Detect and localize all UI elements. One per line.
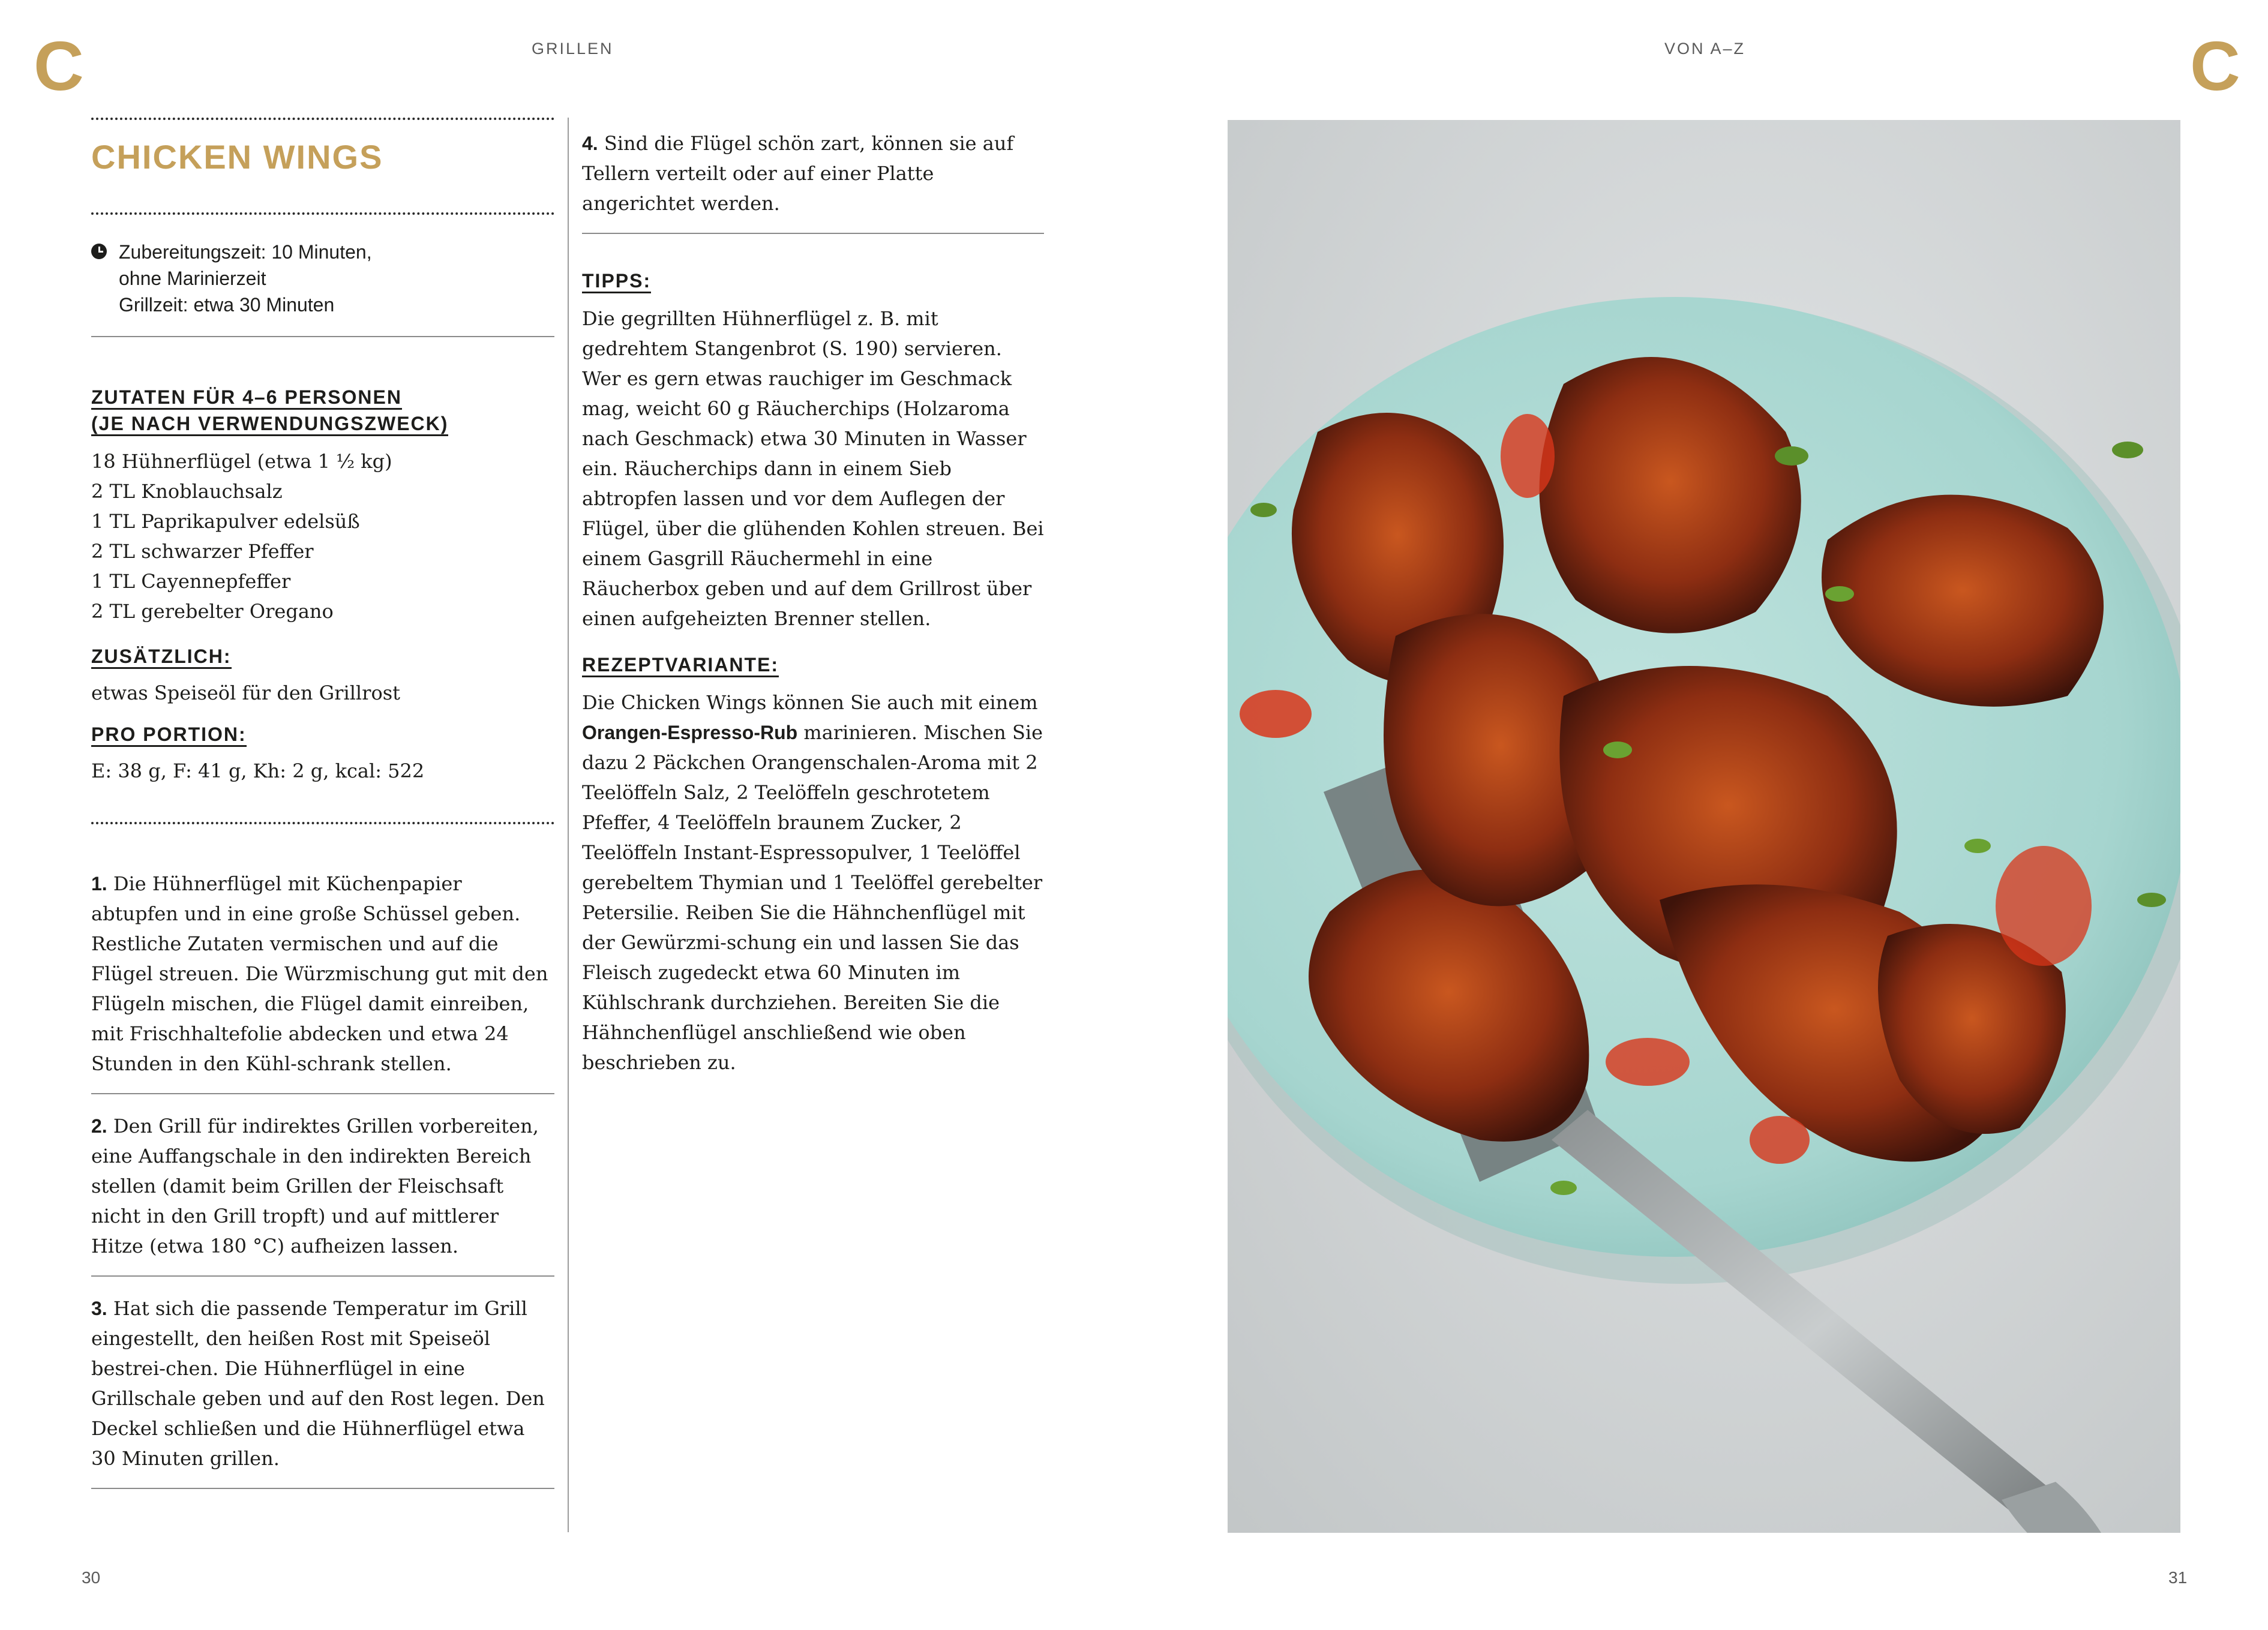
tips-text: Die gegrillten Hühnerflügel z. B. mit gedrehtem Stangenbrot (S. 190) servieren. Wer es gern etwas rauchiger im Geschmack mag, weicht 60 g Räucherchips (Holzaroma nach Geschmack) etwa 30 Minuten in Wasser ein. Räucherchips dann in einem Sieb abtropfen lassen und vor dem Auflegen der Flügel, über die glühenden Kohlen streuen. Bei einem Gasgrill Räuchermehl in eine Räucherbox geben und auf dem Grillrost über einen aufgeheizten Brenner stellen. (582, 307, 1044, 630)
ingredients-heading: ZUTATEN FÜR 4–6 PERSONEN (JE NACH VERWENDUNGSZWECK) (91, 384, 554, 437)
ingredient-item: 2 TL Knoblauchsalz (91, 480, 283, 503)
ingredient-list (91, 446, 554, 626)
variant-text: Die Chicken Wings können Sie auch mit einem Orangen-Espresso-Rub marinieren. Mischen Sie dazu 2 Päckchen Orangenschalen-Aroma mit 2 Teelöffeln Salz, 2 Teelöffeln geschrotetem Pfeffer, 4 Teelöffeln braunem Zucker, 2 Teelöffeln Instant-Espressopulver, 1 Teelöffel gerebeltem Thymian und 1 Teelöffel gerebelter Petersilie. Reiben Sie die Hähnchenflügel mit der Gewürzmi-schung ein und lassen Sie das Fleisch zugedeckt etwa 60 Minuten im Kühlschrank durchziehen. Bereiten Sie die Hähnchenflügel anschließend wie oben beschrieben zu. (582, 691, 1043, 1074)
running-head-left: GRILLEN (532, 40, 614, 58)
ingredient-item: 1 TL Cayennepfeffer (91, 570, 291, 593)
ingredient-item: 18 Hühnerflügel (etwa 1 ½ kg) (91, 450, 392, 473)
ingredient-item: 2 TL gerebelter Oregano (91, 600, 334, 623)
clock-icon (91, 244, 107, 259)
marinate-note: ohne Marinierzeit (119, 268, 266, 289)
tips-heading: TIPPS: (582, 268, 1044, 294)
variant-heading: REZEPTVARIANTE: (582, 652, 1044, 678)
step-4: 4. Sind die Flügel schön zart, können sie auf Tellern verteilt oder auf einer Platte angerichtet werden. (582, 132, 1014, 215)
step-2: 2. Den Grill für indirektes Grillen vorbereiten, eine Auffangschale in den indirekten Bereich stellen (damit beim Grillen der Fleischsaft nicht in den Grill tropft) und auf mittlerer Hitze (etwa 180 °C) aufheizen lassen. (91, 1115, 539, 1257)
portion-heading: PRO PORTION: (91, 721, 554, 748)
page-number-right: 31 (2168, 1568, 2188, 1587)
solid-divider (91, 1488, 554, 1489)
step-1: 1. Die Hühnerflügel mit Küchenpapier abtupfen und in eine große Schüssel geben. Restliche Zutaten vermischen und auf die Flügel streuen. Die Würzmischung gut mit den Flügeln mischen, die Flügel damit einreiben, mit Frischhaltefolie abdecken und etwa 24 Stunden in den Kühl-schrank stellen. (91, 872, 548, 1075)
column-rule (568, 118, 569, 1532)
portion-text: E: 38 g, F: 41 g, Kh: 2 g, kcal: 522 (91, 760, 425, 782)
additional-heading: ZUSÄTZLICH: (91, 643, 554, 670)
recipe-middle-column (582, 118, 1044, 1077)
chicken-wings-plate-photo (1228, 120, 2180, 1533)
solid-divider (91, 336, 554, 337)
grill-time: Grillzeit: etwa 30 Minuten (119, 294, 335, 316)
running-head-right: VON A–Z (1664, 40, 1746, 58)
recipe-title: CHICKEN WINGS (91, 138, 383, 176)
rub-name: Orangen-Espresso-Rub (582, 722, 798, 743)
time-info (91, 239, 554, 318)
ingredient-item: 2 TL schwarzer Pfeffer (91, 540, 314, 563)
chapter-letter-right: C (2190, 27, 2240, 105)
step-3: 3. Hat sich die passende Temperatur im Grill eingestellt, den heißen Rost mit Speiseöl bestrei-chen. Die Hühnerflügel in eine Grillschale geben und auf den Rost legen. Den Deckel schließen und die Hühnerflügel etwa 30 Minuten grillen. (91, 1297, 545, 1470)
chapter-letter-left: C (34, 27, 84, 105)
solid-divider (582, 233, 1044, 234)
dotted-divider (91, 118, 554, 120)
recipe-left-column (91, 118, 554, 1489)
additional-text: etwas Speiseöl für den Grillrost (91, 682, 400, 704)
ingredient-item: 1 TL Paprikapulver edelsüß (91, 510, 360, 533)
dotted-divider (91, 212, 554, 215)
prep-time: Zubereitungszeit: 10 Minuten, (119, 241, 372, 263)
page-number-left: 30 (82, 1568, 101, 1587)
